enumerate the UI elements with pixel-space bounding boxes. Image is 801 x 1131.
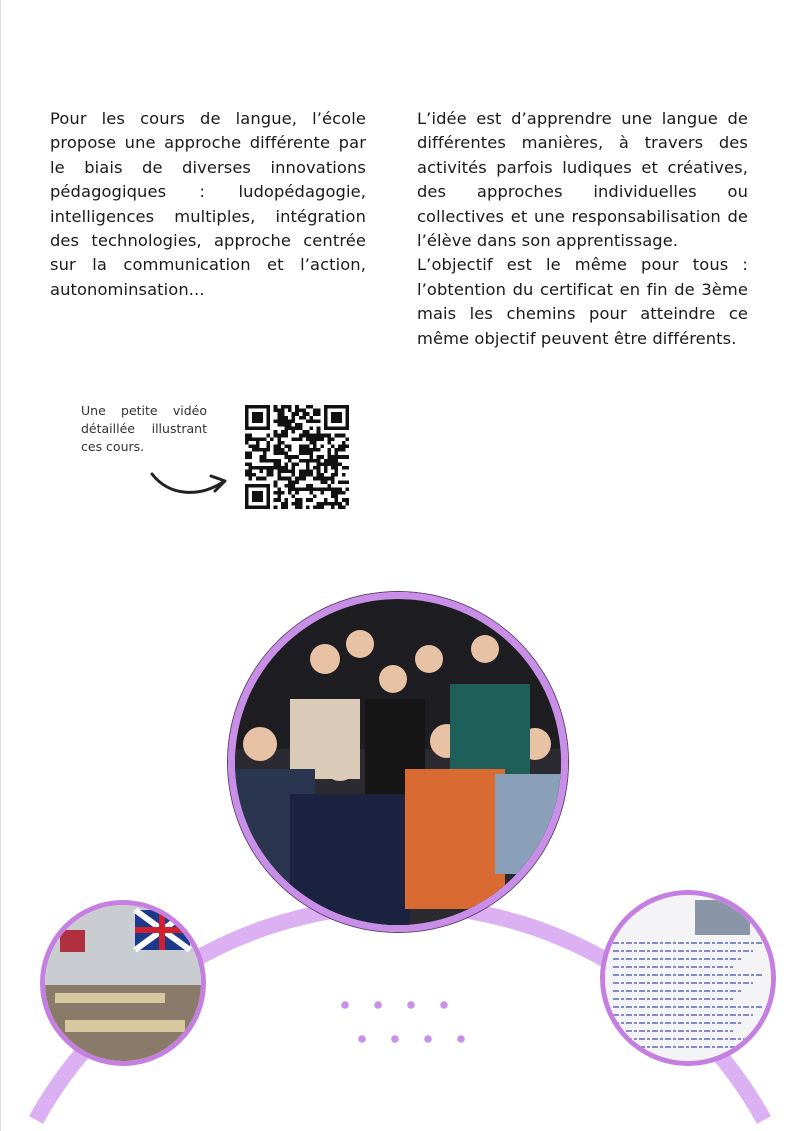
video-caption: Une petite vidéo détaillée illustrant ces cours. xyxy=(81,403,207,454)
right-paragraph-1: L’idée est d’apprendre une langue de différentes manières, à travers des activités parfois ludiques et créatives, des approches individuelles ou collectives et une responsabilisation de l’élève dans son apprentissage. xyxy=(417,109,748,251)
decorative-dot xyxy=(341,1001,349,1009)
decorative-dot xyxy=(440,1001,448,1009)
decorative-dot xyxy=(374,1001,382,1009)
left-paragraph: Pour les cours de langue, l’école propose une approche différente par le biais de diverses innovations pédagogiques : ludopédagogie, intelligences multiples, intégration des technologies, approche centrée sur la communication et l’action, autonominsation... xyxy=(50,109,366,299)
decorative-dot xyxy=(407,1001,415,1009)
classroom-photo xyxy=(40,900,206,1066)
curved-arrow-icon xyxy=(145,462,235,502)
right-column xyxy=(417,107,748,351)
left-column xyxy=(50,107,366,302)
handwritten-letter-photo xyxy=(600,890,776,1066)
decorative-dot xyxy=(424,1035,432,1043)
right-paragraph-2: L’objectif est le même pour tous : l’obtention du certificat en fin de 3ème mais les chemins pour atteindre ce même objectif peuvent être différents. xyxy=(417,255,748,348)
qr-code[interactable] xyxy=(245,405,349,509)
team-photo xyxy=(228,592,568,932)
decorative-dot xyxy=(358,1035,366,1043)
decorative-dot xyxy=(391,1035,399,1043)
decorative-dot xyxy=(457,1035,465,1043)
